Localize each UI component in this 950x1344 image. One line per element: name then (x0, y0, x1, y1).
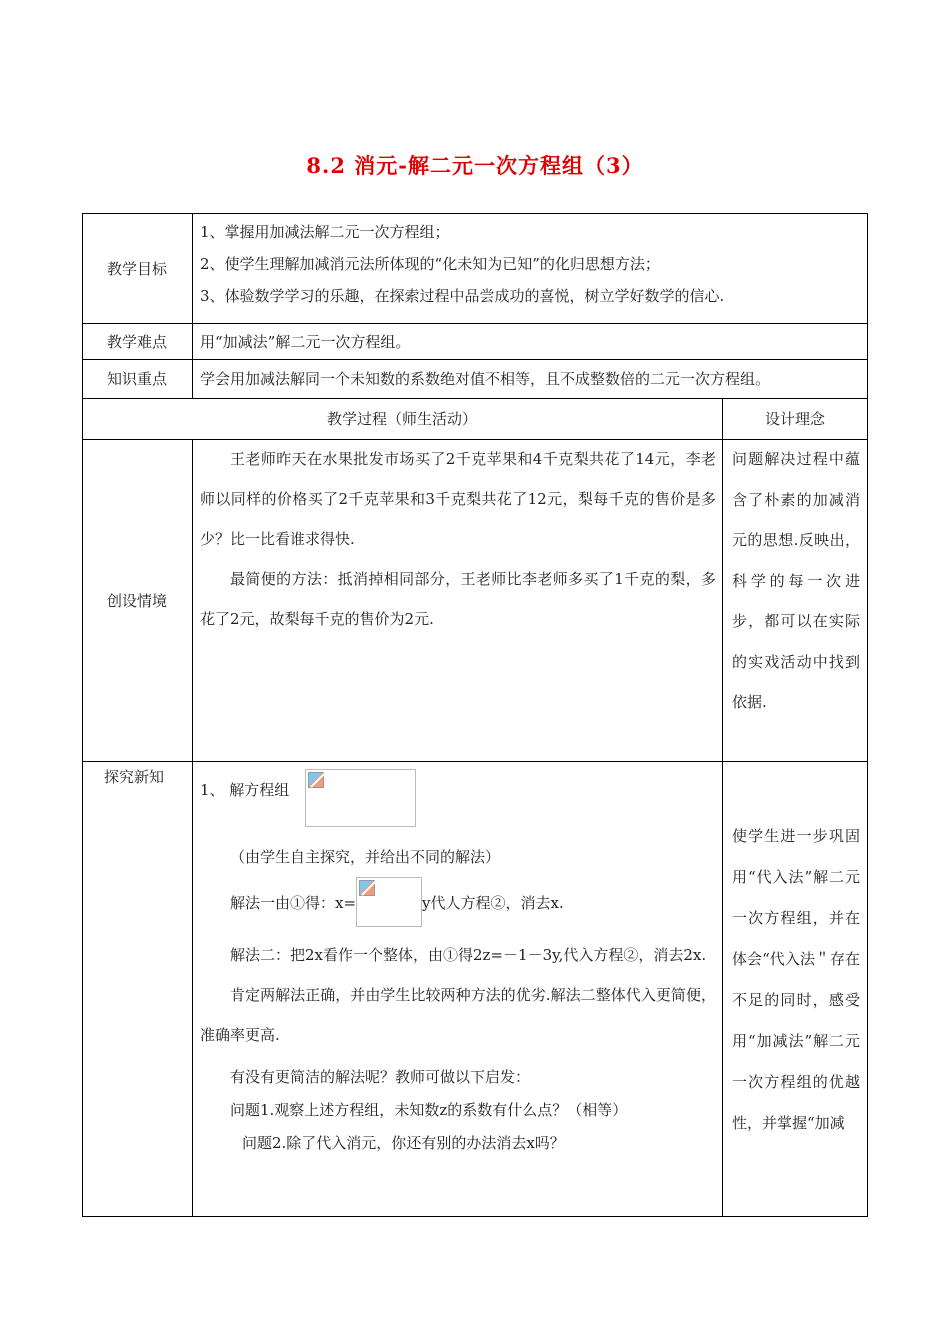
equation-system-image (305, 769, 416, 827)
broken-image-icon (308, 772, 324, 788)
page-title: 8.2 消元-解二元一次方程组（3） (306, 153, 644, 178)
scenario-label: 创设情境 (106, 591, 167, 610)
explore-note: （由学生自主探究，并给出不同的解法） (230, 848, 501, 866)
fraction-image (356, 877, 422, 927)
question-1: 问题1.观察上述方程组，未知数z的系数有什么点？（相等） (230, 1101, 628, 1119)
objectives-label: 教学目标 (106, 259, 167, 278)
method1-line: 解法一由①得：x= y代人方程②，消去x. (200, 877, 716, 927)
explore-label: 探究新知 (104, 768, 165, 786)
explore-concept: 使学生进一步巩固用“代入法”解二元一次方程组，并在体会“代入法＂存在不足的同时，感受用“加减法”解二元一次方程组的优越性，并掌握“加减 (732, 827, 860, 1132)
scenario-paragraph: 王老师昨天在水果批发市场买了2千克苹果和4千克梨共花了14元，李老师以同样的价格买了2千克苹果和3千克梨共花了12元，梨每千克的售价是多少？比一比看谁求得快. (200, 450, 716, 548)
scenario-paragraph: 最简便的方法：抵消掉相同部分，王老师比李老师多买了1千克的梨，多花了2元，故梨每千克的售价为2元. (200, 570, 716, 628)
objective-item: 3、体验数学学习的乐趣，在探索过程中品尝成功的喜悦，树立学好数学的信心. (200, 287, 725, 305)
method2-text: 解法二：把2x看作一个整体，由①得2z=－1－3y,代入方程②，消去2x. (230, 946, 707, 964)
objective-item: 1、掌握用加减法解二元一次方程组； (200, 223, 450, 241)
objective-item: 2、使学生理解加减消元法所体现的“化未知为已知”的化归思想方法； (200, 255, 660, 273)
prompt-text: 有没有更简洁的解法呢？教师可做以下启发： (230, 1068, 531, 1086)
key-points-label: 知识重点 (106, 370, 167, 388)
explore-content (200, 769, 716, 1161)
difficulty-label: 教学难点 (106, 332, 167, 351)
solve-line: 1、 解方程组 (200, 769, 716, 831)
question-2: 问题2.除了代入消元，你还有别的办法消去x吗？ (242, 1134, 565, 1152)
process-header: 教学过程（师生活动） (326, 410, 477, 428)
affirm-text: 肯定两解法正确，并由学生比较两种方法的优劣.解法二整体代入更简便，准确率更高. (200, 986, 716, 1044)
lesson-plan-table (82, 213, 868, 1217)
concept-header: 设计理念 (764, 410, 825, 428)
broken-image-icon (359, 880, 375, 896)
scenario-content (200, 439, 716, 639)
objectives-list (200, 217, 860, 313)
scenario-concept: 问题解决过程中蕴含了朴素的加减消元的思想.反映出，科学的每一次进步，都可以在实际的实戏活动中找到依据. (732, 450, 860, 711)
difficulty-text: 用“加减法”解二元一次方程组。 (200, 332, 411, 351)
key-points-text: 学会用加减法解同一个未知数的系数绝对值不相等，且不成整数倍的二元一次方程组。 (200, 370, 771, 388)
